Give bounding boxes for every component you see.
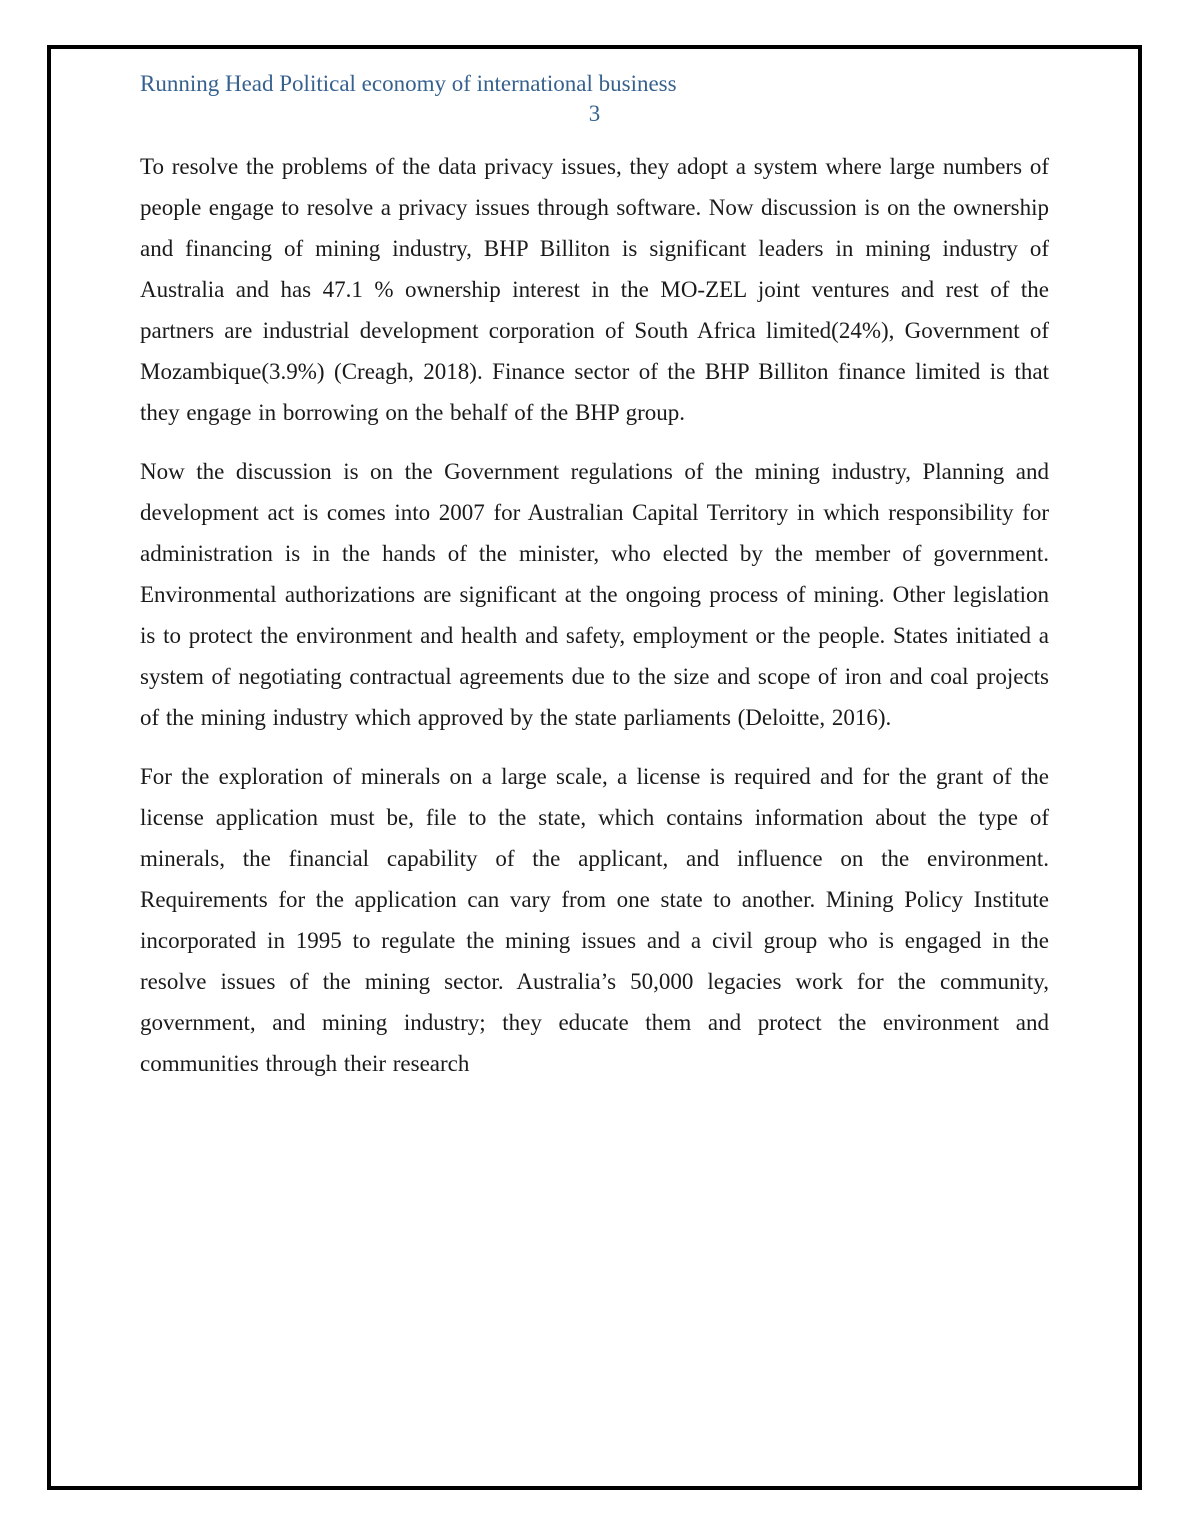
page-border: [47, 45, 1142, 1490]
paragraph-government-regulations: Now the discussion is on the Government regulations of the mining industry, Planning and development act is comes into 2007 for Australian Capital Territory in which responsibility for administration is in the hands of the minister, who elected by the member of government. Environmental authorizations are significant at the ongoing process of mining. Other legislation is to protect the environment and health and safety, employment or the people. States initiated a system of negotiating contractual agreements due to the size and scope of iron and coal projects of the mining industry which approved by the state parliaments (Deloitte, 2016).: [140, 459, 1049, 730]
paragraph-license-exploration: For the exploration of minerals on a large scale, a license is required and for the grant of the license application must be, file to the state, which contains information about the type of minerals, the financial capability of the applicant, and influence on the environment. Requirements for the application can vary from one state to another. Mining Policy Institute incorporated in 1995 to regulate the mining issues and a civil group who is engaged in the resolve issues of the mining sector. Australia’s 50,000 legacies work for the community, government, and mining industry; they educate them and protect the environment and communities through their research: [140, 764, 1049, 1076]
running-head: Running Head Political economy of international business: [140, 71, 677, 96]
page-content: [51, 49, 1138, 1084]
paragraph-ownership-financing: To resolve the problems of the data privacy issues, they adopt a system where large numbers of people engage to resolve a privacy issues through software. Now discussion is on the ownership and financing of mining industry, BHP Billiton is significant leaders in mining industry of Australia and has 47.1 % ownership interest in the MO-ZEL joint ventures and rest of the partners are industrial development corporation of South Africa limited(24%), Government of Mozambique(3.9%) (Creagh, 2018). Finance sector of the BHP Billiton finance limited is that they engage in borrowing on the behalf of the BHP group.: [140, 154, 1049, 425]
page-number: 3: [588, 101, 601, 126]
